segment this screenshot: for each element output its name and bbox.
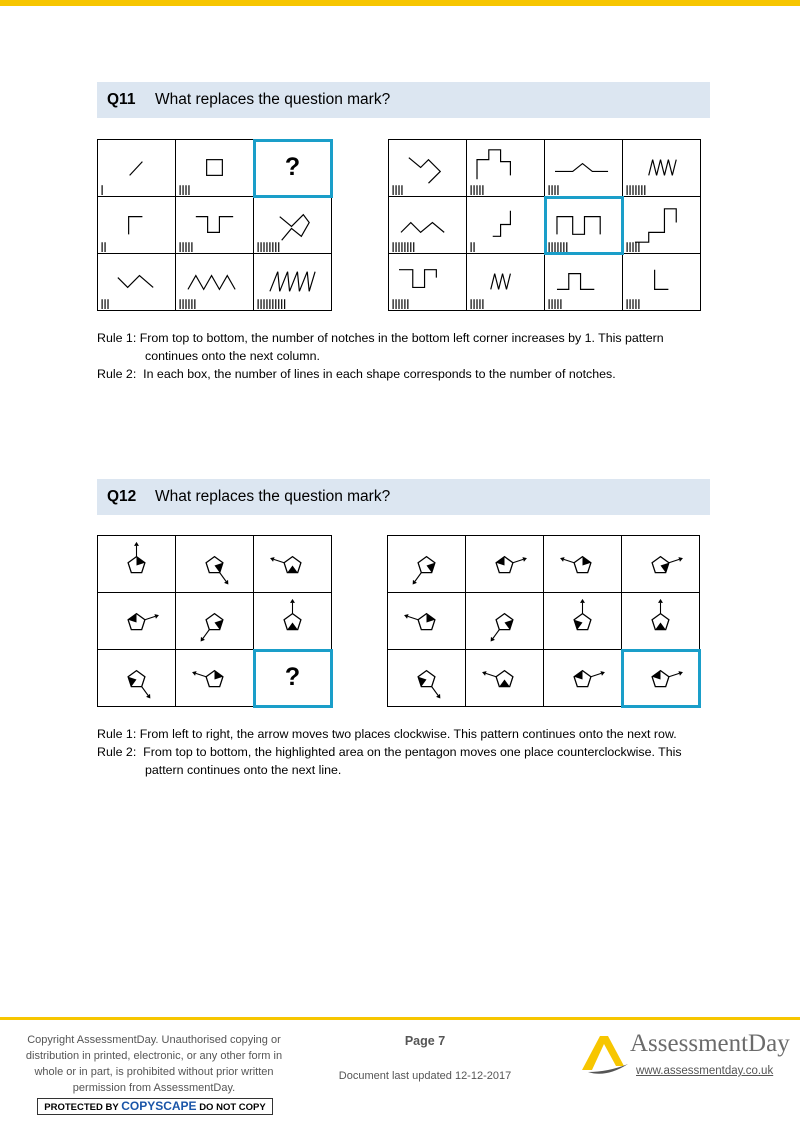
q12-cell-3: [254, 536, 332, 593]
q12-rule-1: Rule 1: From left to right, the arrow moves two places clockwise. This pattern continues onto the next row.: [97, 727, 677, 741]
q12-cell-4: [98, 593, 176, 650]
q12-option-10[interactable]: [466, 650, 544, 707]
pentagon-arrow-figure: [388, 536, 465, 592]
pentagon-arrow-figure: [466, 650, 543, 706]
q11-options-grid: [388, 139, 701, 311]
pentagon-arrow-figure: [176, 650, 253, 706]
q11-cell-8: [176, 254, 254, 311]
pentagon-arrow-figure: [98, 650, 175, 706]
q11-cell-6: [254, 197, 332, 254]
pentagon-arrow-figure: [622, 650, 699, 706]
q12-cell-6: [254, 593, 332, 650]
pentagon-arrow-figure: [176, 536, 253, 592]
q12-option-2[interactable]: [466, 536, 544, 593]
q11-option-11[interactable]: [545, 254, 623, 311]
q11-cell-2: [176, 140, 254, 197]
q11-option-2[interactable]: [467, 140, 545, 197]
question-prompt: What replaces the question mark?: [155, 488, 391, 505]
q11-cell-4: [98, 197, 176, 254]
pentagon-arrow-figure: [388, 593, 465, 649]
q12-option-11[interactable]: [544, 650, 622, 707]
question-number: Q12: [107, 488, 137, 505]
pentagon-arrow-figure: [254, 536, 331, 592]
q11-cell-7: [98, 254, 176, 311]
page-number: Page 7: [404, 1034, 446, 1048]
q11-option-correct[interactable]: [545, 197, 623, 254]
q11-rule-1: Rule 1: From top to bottom, the number of notches in the bottom left corner increases by 1. This pattern continues onto the next column.: [97, 331, 664, 363]
q11-option-6[interactable]: [467, 197, 545, 254]
q12-cell-2: [176, 536, 254, 593]
pentagon-arrow-figure: [176, 593, 253, 649]
q11-option-10[interactable]: [467, 254, 545, 311]
q12-option-5[interactable]: [388, 593, 466, 650]
last-updated: Document last updated 12-12-2017: [338, 1070, 512, 1082]
q11-answer-cell: [254, 140, 332, 197]
q11-header: [97, 82, 710, 118]
q12-cell-8: [176, 650, 254, 707]
question-prompt: What replaces the question mark?: [155, 91, 391, 108]
pentagon-arrow-figure: [544, 650, 621, 706]
q11-rule-2: Rule 2: In each box, the number of lines in each shape corresponds to the number of notches.: [97, 367, 616, 381]
pentagon-arrow-figure: [466, 593, 543, 649]
q11-option-4[interactable]: [623, 140, 701, 197]
brand-name: AssessmentDay: [630, 1030, 790, 1057]
q12-rules: [97, 725, 717, 779]
pentagon-arrow-figure: [254, 593, 331, 649]
q12-option-6[interactable]: [466, 593, 544, 650]
q12-header: [97, 479, 710, 515]
pentagon-arrow-figure: [388, 650, 465, 706]
pentagon-arrow-figure: [622, 536, 699, 592]
pentagon-arrow-figure: [544, 593, 621, 649]
q11-option-3[interactable]: [545, 140, 623, 197]
website-link[interactable]: www.assessmentday.co.uk: [636, 1065, 774, 1077]
q11-option-9[interactable]: [389, 254, 467, 311]
top-accent-bar: [0, 0, 800, 6]
pentagon-arrow-figure: [544, 536, 621, 592]
q11-cell-9: [254, 254, 332, 311]
pentagon-arrow-figure: [98, 536, 175, 592]
q12-option-correct[interactable]: [622, 650, 700, 707]
copyright-notice: Copyright AssessmentDay. Unauthorised copying or distribution in printed, electronic, or any other form in whole or in part, is prohibited without prior written permission from AssessmentDay.: [25, 1034, 283, 1094]
q12-cell-7: [98, 650, 176, 707]
q11-option-8[interactable]: [623, 197, 701, 254]
q11-cell-1: [98, 140, 176, 197]
q12-option-7[interactable]: [544, 593, 622, 650]
q12-cell-1: [98, 536, 176, 593]
question-mark: ?: [284, 153, 301, 181]
q11-option-12[interactable]: [623, 254, 701, 311]
q11-rules: [97, 329, 717, 383]
q12-rule-2: Rule 2: From top to bottom, the highlighted area on the pentagon moves one place counterclockwise. This pattern continues onto the next line.: [97, 745, 682, 777]
q12-options-grid: [387, 535, 700, 707]
q12-option-3[interactable]: [544, 536, 622, 593]
question-number: Q11: [107, 91, 136, 108]
copyscape-badge[interactable]: PROTECTED BY COPYSCAPE DO NOT COPY: [37, 1098, 273, 1115]
question-mark: ?: [284, 663, 301, 691]
q12-option-9[interactable]: [388, 650, 466, 707]
pentagon-arrow-figure: [466, 536, 543, 592]
q11-cell-5: [176, 197, 254, 254]
pentagon-arrow-figure: [98, 593, 175, 649]
q12-answer-cell: [254, 650, 332, 707]
q11-option-5[interactable]: [389, 197, 467, 254]
footer-accent-bar: [0, 1017, 800, 1020]
assessmentday-logo-icon: [578, 1030, 630, 1078]
q12-puzzle-grid: [97, 535, 332, 707]
q12-option-1[interactable]: [388, 536, 466, 593]
q12-option-8[interactable]: [622, 593, 700, 650]
q11-option-1[interactable]: [389, 140, 467, 197]
q11-puzzle-grid: [97, 139, 332, 311]
pentagon-arrow-figure: [622, 593, 699, 649]
q12-option-4[interactable]: [622, 536, 700, 593]
q12-cell-5: [176, 593, 254, 650]
